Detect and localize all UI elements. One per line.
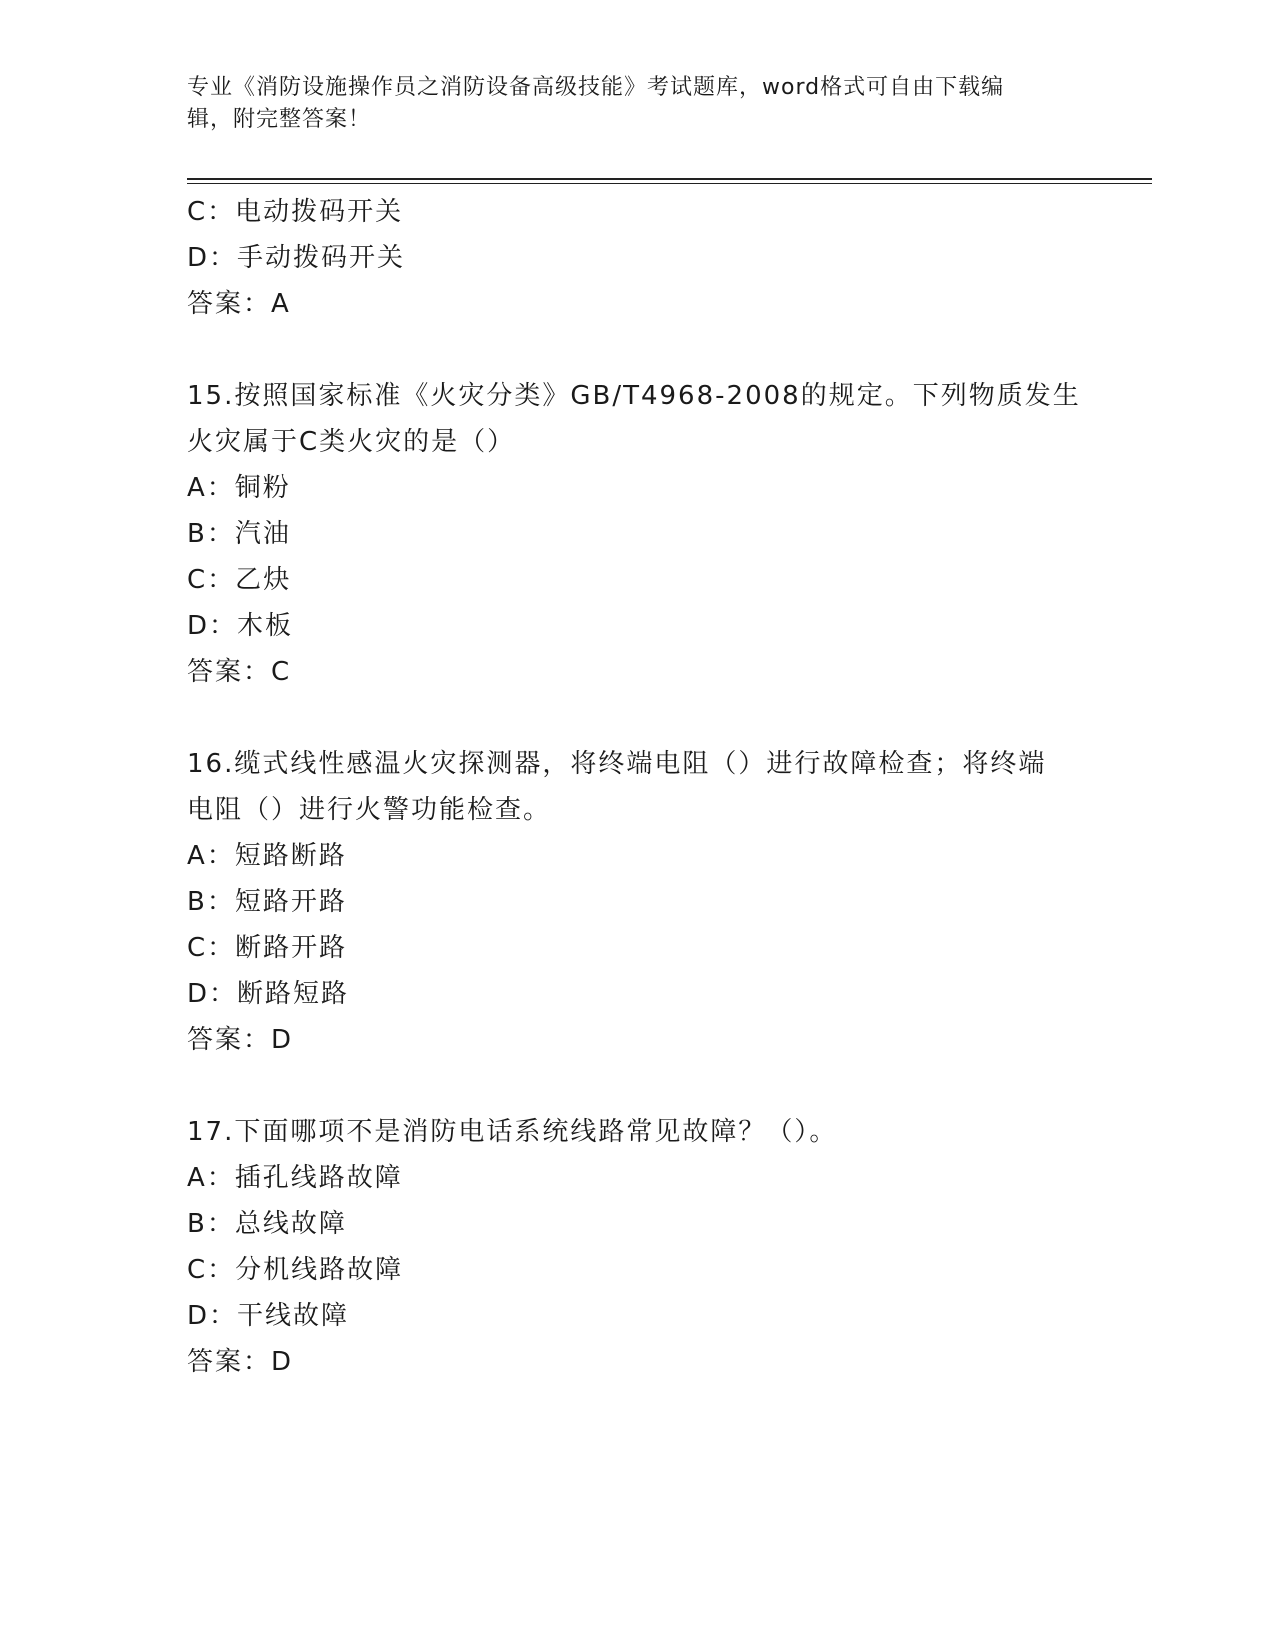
question-stem: 15.按照国家标准《火灾分类》GB/T4968-2008的规定。下列物质发生 (187, 381, 1081, 411)
option-item: C：分机线路故障 (187, 1255, 404, 1285)
option-item: C：电动拨码开关 (187, 197, 404, 227)
question-stem: 16.缆式线性感温火灾探测器，将终端电阻（）进行故障检查；将终端 (187, 749, 1047, 779)
option-item: A：铜粉 (187, 473, 291, 503)
header-divider (187, 178, 1152, 180)
option-item: B：短路开路 (187, 887, 347, 917)
answer-line: 答案：A (187, 289, 291, 319)
question-content (187, 189, 1087, 1385)
option-item: D：断路短路 (187, 979, 350, 1009)
option-item: A：短路断路 (187, 841, 347, 871)
header-divider (187, 183, 1152, 184)
question-stem: 17.下面哪项不是消防电话系统线路常见故障？（）。 (187, 1117, 838, 1147)
option-item: B：总线故障 (187, 1209, 347, 1239)
spacer (187, 327, 1087, 373)
question-stem: 火灾属于C类火灾的是（） (187, 427, 516, 457)
option-item: A：插孔线路故障 (187, 1163, 403, 1193)
spacer (187, 695, 1087, 741)
question-stem: 电阻（）进行火警功能检查。 (187, 795, 552, 825)
header-line: 辑，附完整答案！ (187, 107, 372, 132)
option-item: B：汽油 (187, 519, 291, 549)
option-item: D：干线故障 (187, 1301, 350, 1331)
answer-line: 答案：D (187, 1347, 294, 1377)
option-item: D：木板 (187, 611, 294, 641)
answer-line: 答案：C (187, 657, 292, 687)
answer-line: 答案：D (187, 1025, 294, 1055)
spacer (187, 1063, 1087, 1109)
document-header (187, 72, 1067, 136)
option-item: C：乙炔 (187, 565, 292, 595)
header-line: 专业《消防设施操作员之消防设备高级技能》考试题库，word格式可自由下载编 (187, 75, 1005, 100)
option-item: D：手动拨码开关 (187, 243, 406, 273)
option-item: C：断路开路 (187, 933, 348, 963)
